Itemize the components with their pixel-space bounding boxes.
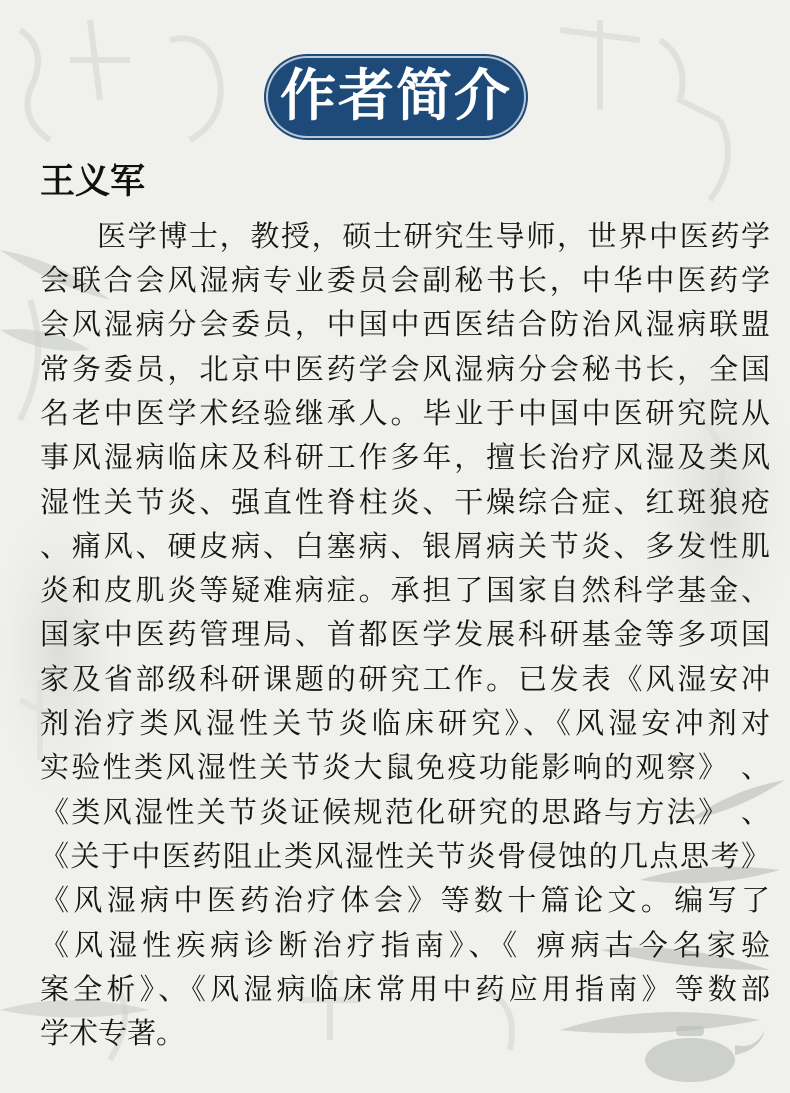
bio-line: 《风湿性疾病诊断治疗指南》、《 痹病古今名家验 [40,928,770,962]
bio-line: 《关于中医药阻止类风湿性关节炎骨侵蚀的几点思考》 [40,839,770,873]
bio-line: 实验性类风湿性关节炎大鼠免疫功能影响的观察》 、 [40,750,770,784]
bio-line: 案全析》、《风湿病临床常用中药应用指南》等数部 [40,972,770,1006]
bio-line: 会风湿病分会委员，中国中西医结合防治风湿病联盟 [40,307,770,341]
bio-line: 《风湿病中医药治疗体会》等数十篇论文。编写了 [40,883,770,917]
bio-line: 医学博士，教授，硕士研究生导师，世界中医药学 [97,219,770,253]
bio-line: 事风湿病临床及科研工作多年，擅长治疗风湿及类风 [40,440,770,474]
bio-line: 、痛风、硬皮病、白塞病、银屑病关节炎、多发性肌 [40,529,770,563]
bio-line: 常务委员，北京中医药学会风湿病分会秘书长，全国 [40,352,770,386]
bio-line: 名老中医学术经验继承人。毕业于中国中医研究院从 [40,396,770,430]
author-name: 王义军 [40,162,146,202]
bio-line: 国家中医药管理局、首都医学发展科研基金等多项国 [40,617,770,651]
title-badge [268,58,524,136]
page-title: 作者简介 [280,64,512,129]
bio-line: 会联合会风湿病专业委员会副秘书长，中华中医药学 [40,263,770,297]
bio-line: 剂治疗类风湿性关节炎临床研究》、《风湿安冲剂对 [40,706,770,740]
bio-line: 炎和皮肌炎等疑难病症。承担了国家自然科学基金、 [40,573,770,607]
bio-line: 湿性关节炎、强直性脊柱炎、干燥综合症、红斑狼疮 [40,485,770,519]
bio-line: 学术专著。 [40,1016,186,1050]
bio-line: 家及省部级科研课题的研究工作。已发表《风湿安冲 [40,662,770,696]
bio-line: 《类风湿性关节炎证候规范化研究的思路与方法》 、 [40,795,770,829]
